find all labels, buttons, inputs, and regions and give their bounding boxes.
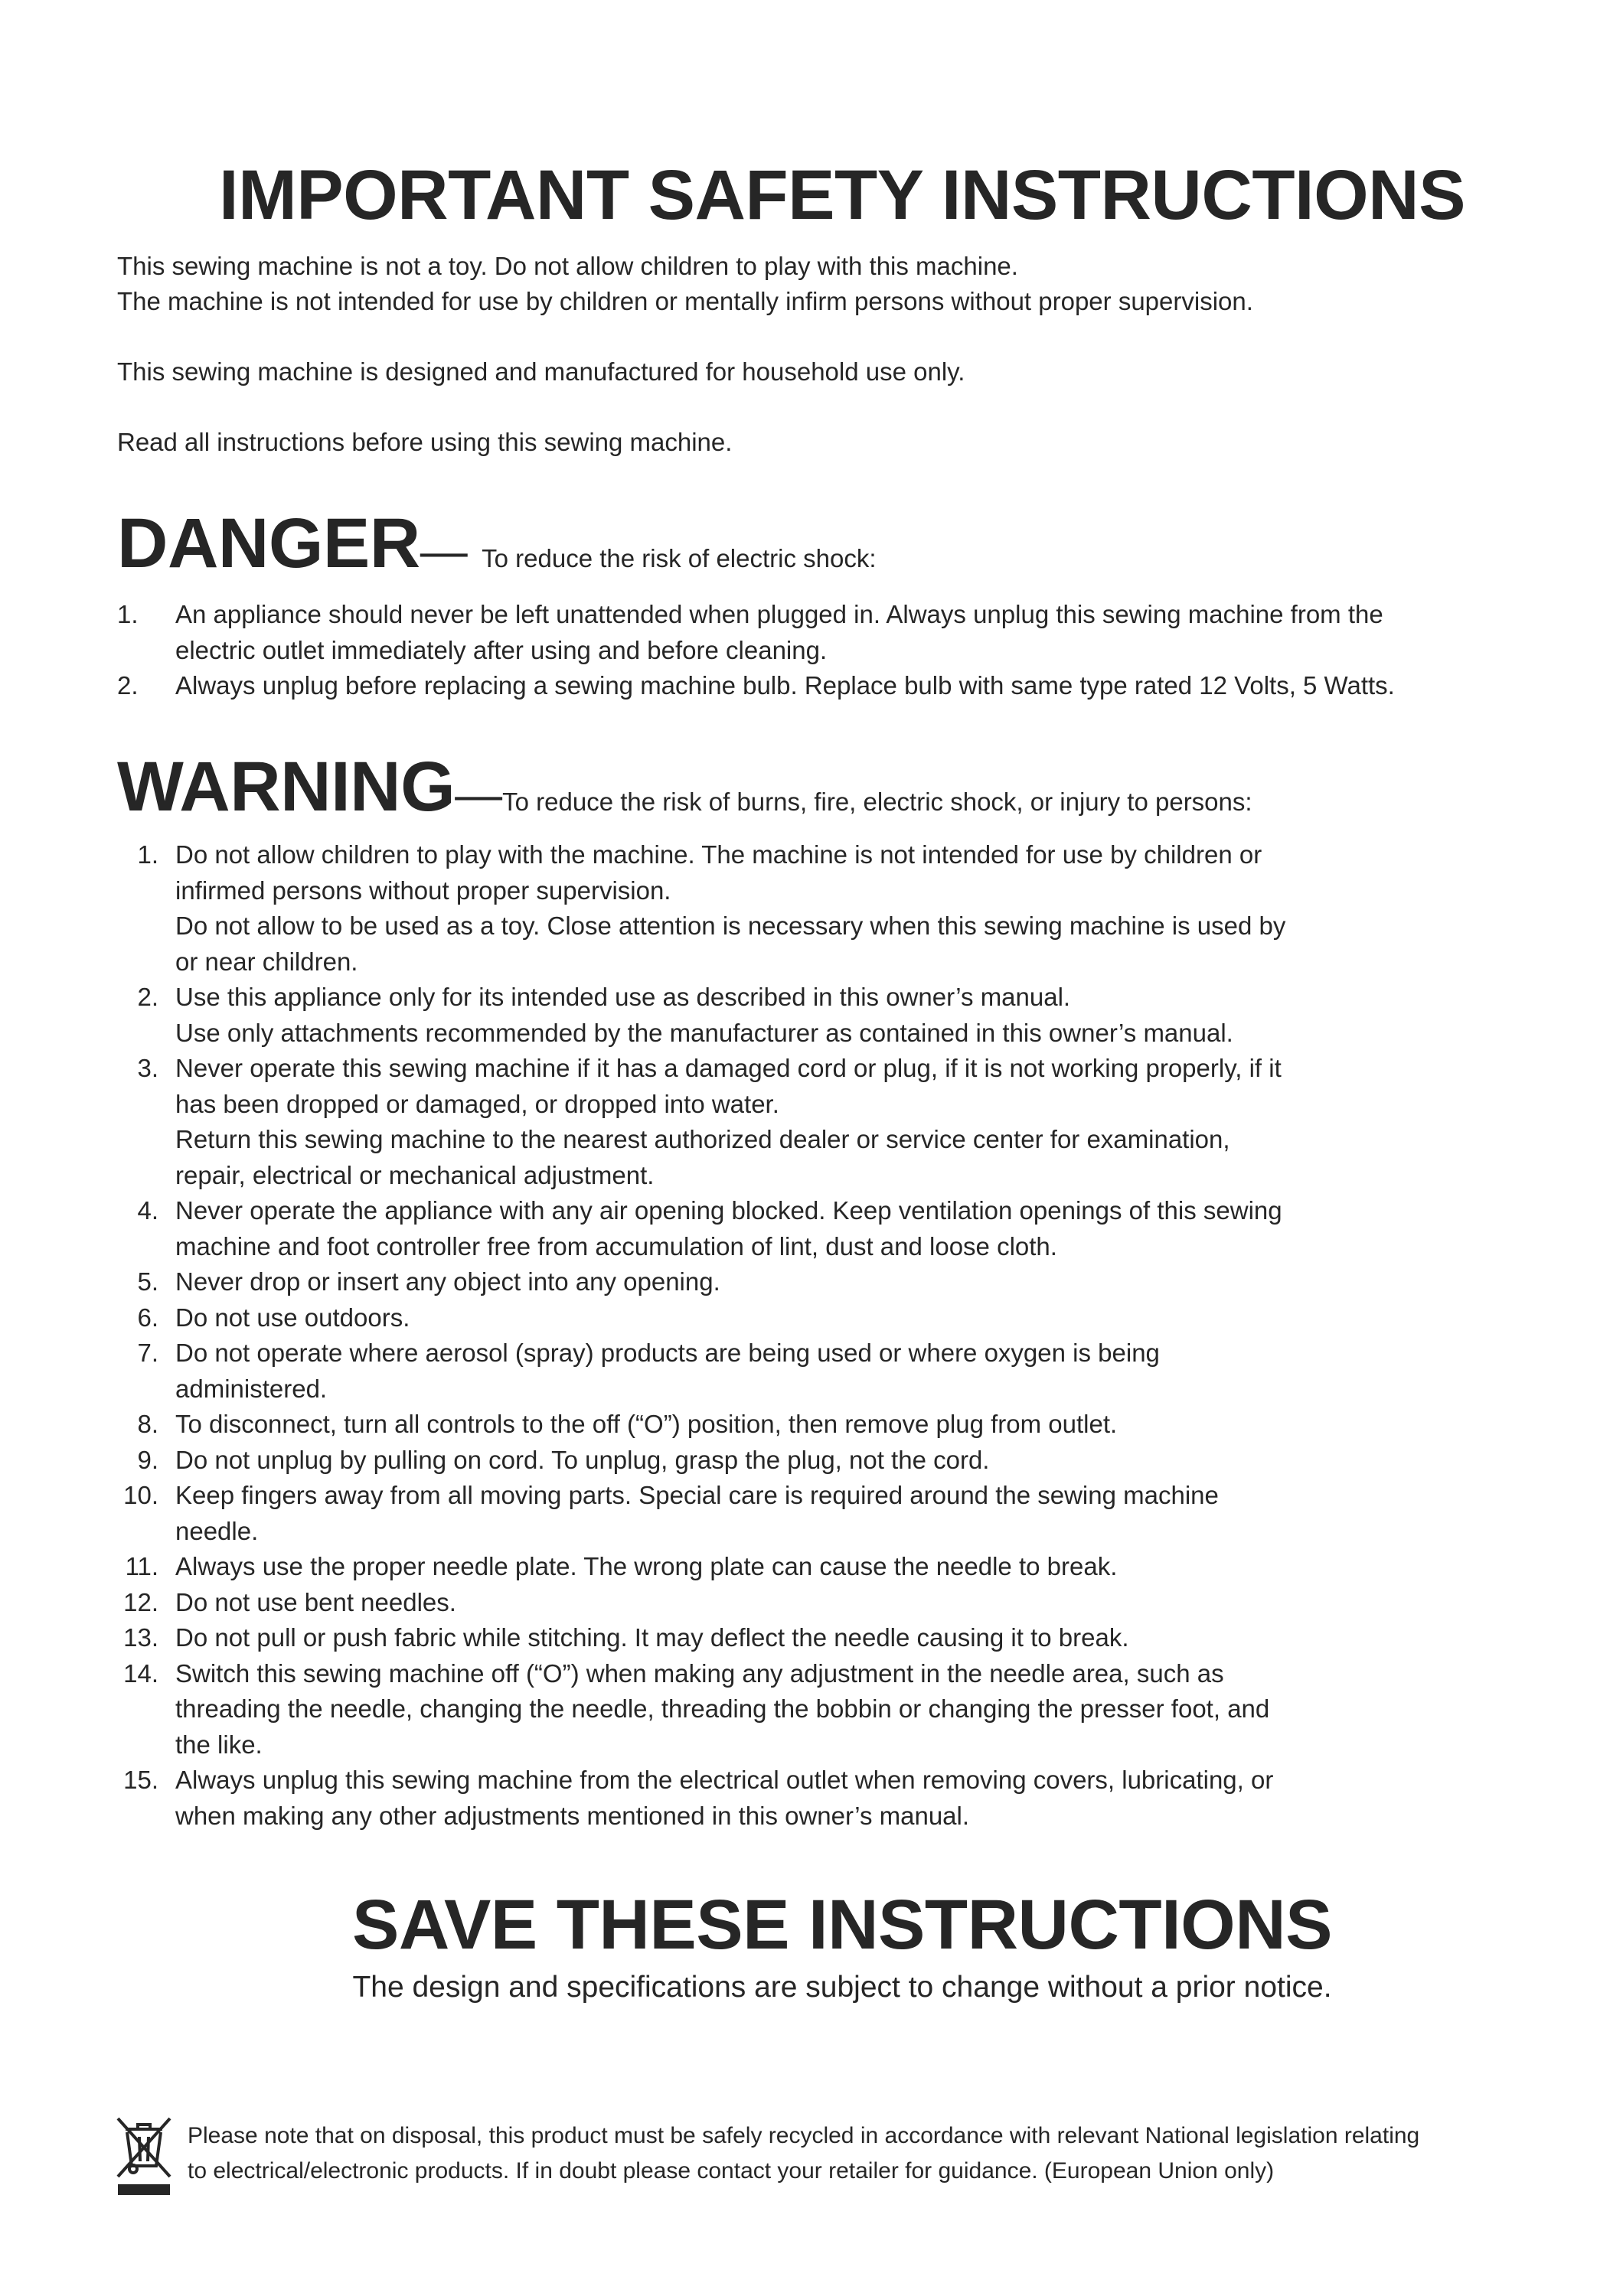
danger-heading [117,505,877,582]
list-item-number: 5. [137,1267,158,1296]
intro-line-supervision: The machine is not intended for use by children or mentally infirm persons without proper supervision. [117,287,1253,315]
list-item-text [175,1051,1457,1193]
crossed-out-wheelie-bin-icon [115,2115,173,2197]
warning-dash: — [455,768,503,821]
list-item-line: has been dropped or damaged, or dropped into water. [175,1089,779,1118]
warning-item-9 [117,1443,1457,1479]
list-item-text [175,1656,1457,1763]
list-item-number: 14. [123,1658,158,1688]
list-item-text [175,1478,1457,1549]
list-item-line: Always unplug this sewing machine from the electrical outlet when removing covers, lubricating, or [175,1766,1274,1794]
list-item-number: 3. [137,1054,158,1082]
list-item-number: 2. [137,983,158,1011]
warning-item-5 [117,1264,1457,1300]
list-item-text [175,1264,1457,1300]
list-item-text [175,1585,1457,1621]
specifications-notice: The design and specifications are subject to change without a prior notice. [352,1971,1332,2004]
warning-item-13 [117,1620,1457,1656]
warning-item-11 [117,1549,1457,1585]
list-item-number: 7. [137,1339,158,1367]
list-item-number: 8. [137,1410,158,1438]
danger-subtitle: To reduce the risk of electric shock: [482,544,877,572]
warning-item-10 [117,1478,1457,1549]
list-item-text [175,1443,1457,1479]
list-item-line: when making any other adjustments mentioned in this owner’s manual. [175,1801,970,1830]
list-item-text [175,1549,1457,1585]
list-item-number: 10. [123,1481,158,1509]
list-item-number: 15. [123,1766,158,1794]
warning-subtitle: To reduce the risk of burns, fire, electric shock, or injury to persons: [502,788,1252,816]
warning-item-7 [117,1336,1457,1407]
list-item-text [175,1407,1457,1443]
list-item-number: 13. [123,1623,158,1652]
list-item-line: Never operate this sewing machine if it has a damaged cord or plug, if it is not working properly, if it [175,1054,1282,1082]
warning-item-14 [117,1656,1457,1763]
list-item-line: needle. [175,1516,259,1545]
list-item-text [175,597,1572,668]
list-item-line: Do not allow children to play with the machine. The machine is not intended for use by children or [175,840,1262,869]
list-item-line: Do not allow to be used as a toy. Close attention is necessary when this sewing machine is used by [175,912,1286,940]
intro-line-toy: This sewing machine is not a toy. Do not allow children to play with this machine. [117,252,1018,280]
list-item-line: machine and foot controller free from accumulation of lint, dust and loose cloth. [175,1231,1057,1261]
list-item-number: 11. [125,1552,158,1580]
warning-item-1 [117,837,1457,980]
danger-word: DANGER [117,504,420,582]
list-item-line: threading the needle, changing the needle, threading the bobbin or changing the presser foot, and [175,1694,1270,1723]
list-item-line: administered. [175,1374,328,1403]
warning-item-6 [117,1300,1457,1336]
danger-item-2 [117,668,1572,704]
warning-item-8 [117,1407,1457,1443]
list-item-text [175,1300,1457,1336]
warning-item-15 [117,1763,1457,1834]
list-item-text [175,1193,1457,1264]
list-item-number: 6. [137,1303,158,1332]
list-item-text [175,837,1457,980]
save-instructions-title: SAVE THESE INSTRUCTIONS [351,1886,1333,1964]
intro-section [117,249,1572,460]
list-item-line: Do not operate where aerosol (spray) products are being used or where oxygen is being [175,1339,1160,1367]
disposal-line-2: to electrical/electronic products. If in doubt please contact your retailer for guidance. (European Union only) [188,2158,1275,2183]
list-item-line: Switch this sewing machine off (“O”) when making any adjustment in the needle area, such as [175,1658,1224,1688]
danger-dash: — [420,525,468,578]
list-item-line: Use this appliance only for its intended use as described in this owner’s manual. [175,983,1071,1011]
list-item-line: Keep fingers away from all moving parts. Special care is required around the sewing machine [175,1481,1219,1509]
list-item-number: 4. [137,1196,158,1225]
disposal-line-1: Please note that on disposal, this product must be safely recycled in accordance with relevant National legislation relating [188,2123,1420,2148]
list-item-number: 1. [117,600,139,628]
list-item-line: Never operate the appliance with any air opening blocked. Keep ventilation openings of this sewing [175,1196,1282,1225]
warning-heading [117,748,1252,825]
intro-line-read: Read all instructions before using this sewing machine. [117,428,733,456]
warning-list [117,837,1457,1834]
intro-line-household: This sewing machine is designed and manufactured for household use only. [117,357,965,386]
list-item-line: Do not use bent needles. [175,1587,456,1616]
list-item-text [175,668,1572,704]
list-item-line: repair, electrical or mechanical adjustment. [175,1160,655,1189]
list-item-line: the like. [175,1730,263,1759]
warning-item-3 [117,1051,1457,1193]
list-item-line: Do not unplug by pulling on cord. To unplug, grasp the plug, not the cord. [175,1445,990,1474]
list-item-line: electric outlet immediately after using and before cleaning. [175,635,828,664]
danger-list [117,597,1572,704]
warning-item-2 [117,980,1457,1051]
list-item-line: Use only attachments recommended by the manufacturer as contained in this owner’s manual. [175,1018,1233,1047]
list-item-line: Return this sewing machine to the nearest authorized dealer or service center for examination, [175,1125,1230,1153]
list-item-line: Do not pull or push fabric while stitching. It may deflect the needle causing it to break. [175,1623,1129,1652]
list-item-text [175,1336,1457,1407]
list-item-text [175,1620,1457,1656]
list-item-line: Always unplug before replacing a sewing machine bulb. Replace bulb with same type rated 12 Volts, 5 Watts. [175,671,1395,700]
list-item-line: or near children. [175,947,358,976]
list-item-line: An appliance should never be left unattended when plugged in. Always unplug this sewing machine from the [175,600,1383,628]
list-item-line: infirmed persons without proper supervision. [175,876,671,905]
list-item-number: 1. [137,840,158,869]
list-item-number: 9. [137,1445,158,1474]
list-item-text [175,1763,1457,1834]
list-item-line: Always use the proper needle plate. The wrong plate can cause the needle to break. [175,1552,1118,1580]
disposal-notice [188,2118,1596,2189]
warning-word: WARNING [117,748,456,826]
list-item-line: To disconnect, turn all controls to the off (“O”) position, then remove plug from outlet. [175,1410,1118,1438]
list-item-text [175,980,1457,1051]
list-item-line: Never drop or insert any object into any opening. [175,1267,720,1296]
list-item-number: 12. [123,1587,158,1616]
list-item-number: 2. [117,671,139,700]
danger-item-1 [117,597,1572,668]
warning-item-12 [117,1585,1457,1621]
warning-item-4 [117,1193,1457,1264]
list-item-line: Do not use outdoors. [175,1303,410,1332]
page-title: IMPORTANT SAFETY INSTRUCTIONS [219,156,1465,234]
